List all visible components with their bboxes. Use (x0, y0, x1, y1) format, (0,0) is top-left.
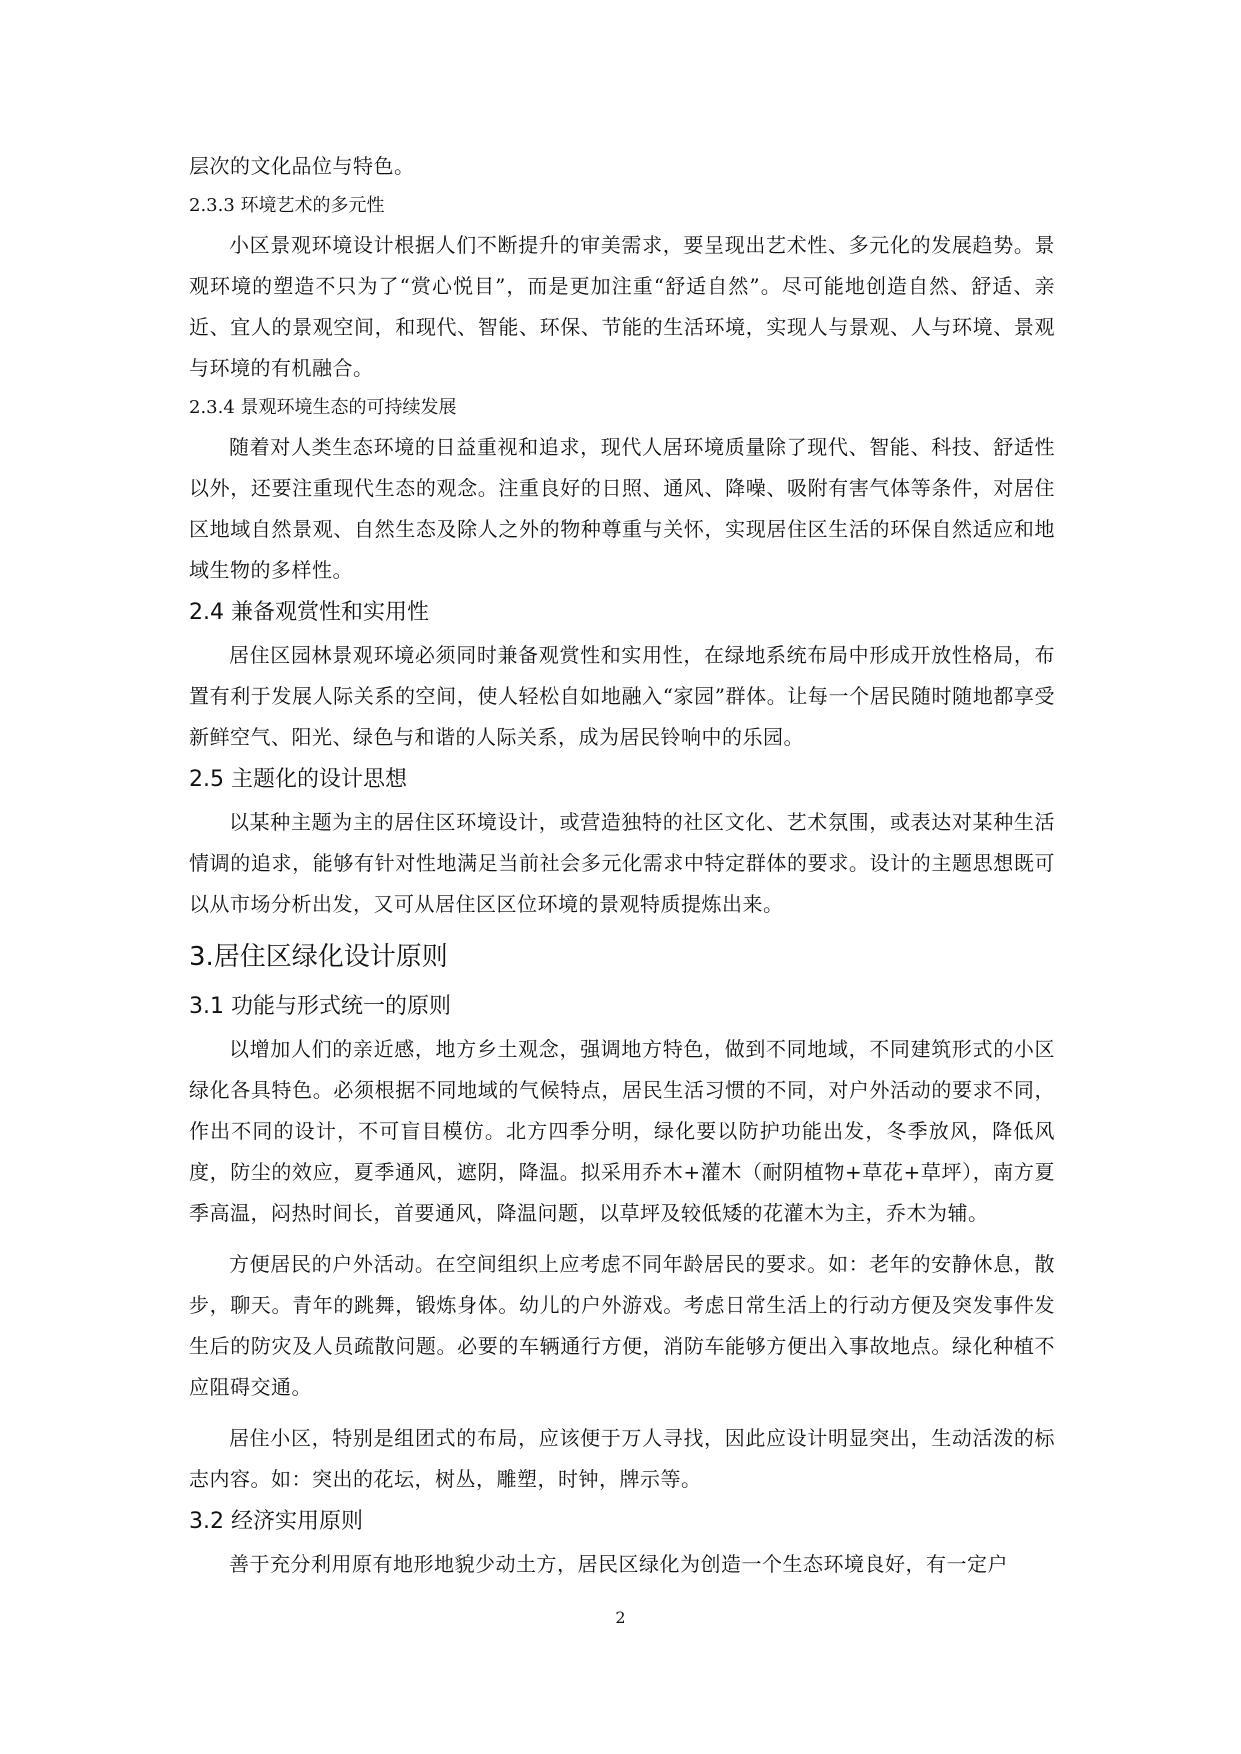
heading-2-3-4: 2.3.4 景观环境生态的可持续发展 (189, 397, 457, 418)
paragraph-continuation: 层次的文化品位与特色。 (189, 154, 415, 178)
paragraph-2-5: 以某种主题为主的居住区环境设计，或营造独特的社区文化、艺术氛围，或表达对某种生活情调的追求，能够有针对性地满足当前社会多元化需求中特定群体的要求。设计的主题思想既可以从市场分析出发，又可从居住区区位环境的景观特质提炼出来。 (189, 810, 1055, 916)
heading-3-2: 3.2 经济实用原则 (189, 1509, 363, 1534)
document-body (189, 146, 1055, 1585)
heading-2-3-3: 2.3.3 环境艺术的多元性 (189, 195, 385, 216)
paragraph-3-1-a: 以增加人们的亲近感，地方乡土观念，强调地方特色，做到不同地域，不同建筑形式的小区绿化各具特色。必须根据不同地域的气候特点，居民生活习惯的不同，对户外活动的要求不同，作出不同的设计，不可盲目模仿。北方四季分明，绿化要以防护功能出发，冬季放风，降低风度，防尘的效应，夏季通风，遮阴，降温。拟采用乔木+灌木（耐阴植物+草花+草坪），南方夏季高温，闷热时间长，首要通风，降温问题，以草坪及较低矮的花灌木为主，乔木为辅。 (189, 1037, 1055, 1225)
heading-3-1: 3.1 功能与形式统一的原则 (189, 994, 451, 1019)
paragraph-2-3-4: 随着对人类生态环境的日益重视和追求，现代人居环境质量除了现代、智能、科技、舒适性以外，还要注重现代生态的观念。注重良好的日照、通风、降噪、吸附有害气体等条件，对居住区地域自然景观、自然生态及除人之外的物种尊重与关怀，实现居住区生活的环保自然适应和地域生物的多样性。 (189, 435, 1055, 582)
paragraph-2-4: 居住区园林景观环境必须同时兼备观赏性和实用性，在绿地系统布局中形成开放性格局，布置有利于发展人际关系的空间，使人轻松自如地融入“家园”群体。让每一个居民随时随地都享受新鲜空气、阳光、绿色与和谐的人际关系，成为居民铃响中的乐园。 (189, 643, 1055, 749)
heading-3: 3.居住区绿化设计原则 (189, 942, 448, 972)
heading-2-5: 2.5 主题化的设计思想 (189, 767, 407, 792)
paragraph-2-3-3: 小区景观环境设计根据人们不断提升的审美需求，要呈现出艺术性、多元化的发展趋势。景观环境的塑造不只为了“赏心悦目”，而是更加注重“舒适自然”。尽可能地创造自然、舒适、亲近、宜人的景观空间，和现代、智能、环保、节能的生活环境，实现人与景观、人与环境、景观与环境的有机融合。 (189, 233, 1055, 380)
paragraph-3-1-b: 方便居民的户外活动。在空间组织上应考虑不同年龄居民的要求。如：老年的安静休息，散步，聊天。青年的跳舞，锻炼身体。幼儿的户外游戏。考虑日常生活上的行动方便及突发事件发生后的防灾及人员疏散问题。必要的车辆通行方便，消防车能够方便出入事故地点。绿化种植不应阻碍交通。 (189, 1252, 1055, 1399)
page-number: 2 (615, 1608, 626, 1627)
heading-2-4: 2.4 兼备观赏性和实用性 (189, 600, 429, 625)
paragraph-3-2: 善于充分利用原有地形地貌少动土方，居民区绿化为创造一个生态环境良好，有一定户 (229, 1552, 1008, 1576)
paragraph-3-1-c: 居住小区，特别是组团式的布局，应该便于万人寻找，因此应设计明显突出，生动活泼的标志内容。如：突出的花坛，树丛，雕塑，时钟，牌示等。 (189, 1426, 1055, 1491)
